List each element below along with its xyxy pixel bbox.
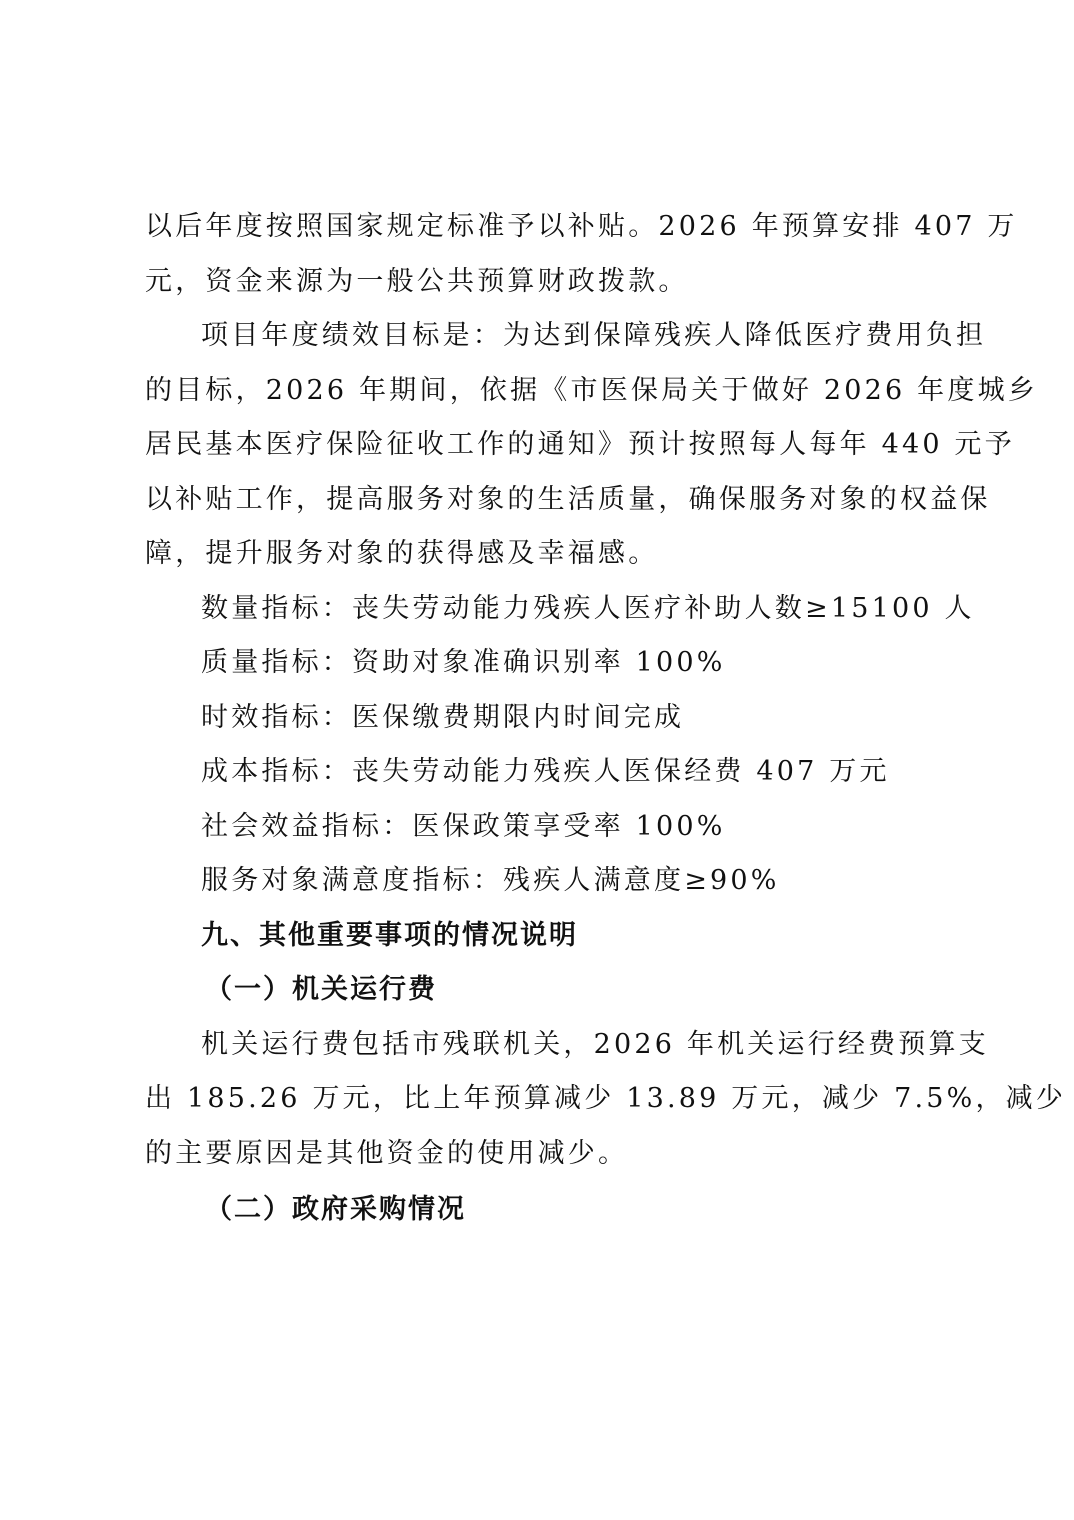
indicator-line: 社会效益指标：医保政策享受率 100% <box>201 810 726 842</box>
paragraph-line: 的目标，2026 年期间，依据《市医保局关于做好 2026 年度城乡 <box>145 374 1038 406</box>
paragraph-line: 居民基本医疗保险征收工作的通知》预计按照每人每年 440 元予 <box>145 429 1015 460</box>
indicator-line: 质量指标：资助对象准确识别率 100% <box>201 647 726 678</box>
subsection-heading: （二）政府采购情况 <box>205 1194 466 1225</box>
paragraph-line: 以后年度按照国家规定标准予以补贴。2026 年预算安排 407 万 <box>145 211 1018 242</box>
paragraph-line: 项目年度绩效目标是：为达到保障残疾人降低医疗费用负担 <box>201 320 987 351</box>
subsection-heading: （一）机关运行费 <box>205 974 437 1005</box>
indicator-line: 成本指标：丧失劳动能力残疾人医保经费 407 万元 <box>201 756 890 787</box>
paragraph-line: 障，提升服务对象的获得感及幸福感。 <box>145 538 659 569</box>
indicator-line: 数量指标：丧失劳动能力残疾人医疗补助人数≥15100 人 <box>201 592 975 624</box>
paragraph-line: 机关运行费包括市残联机关，2026 年机关运行经费预算支 <box>201 1028 989 1060</box>
paragraph-line: 的主要原因是其他资金的使用减少。 <box>145 1137 629 1169</box>
section-heading: 九、其他重要事项的情况说明 <box>201 919 578 951</box>
paragraph-line: 元，资金来源为一般公共预算财政拨款。 <box>145 265 689 297</box>
document-body <box>145 200 1067 1238</box>
paragraph-line: 出 185.26 万元，比上年预算减少 13.89 万元，减少 7.5%，减少 <box>145 1083 1067 1114</box>
paragraph-line: 以补贴工作，提高服务对象的生活质量，确保服务对象的权益保 <box>145 483 991 515</box>
indicator-line: 时效指标：医保缴费期限内时间完成 <box>201 701 685 733</box>
indicator-line: 服务对象满意度指标：残疾人满意度≥90% <box>201 865 780 896</box>
